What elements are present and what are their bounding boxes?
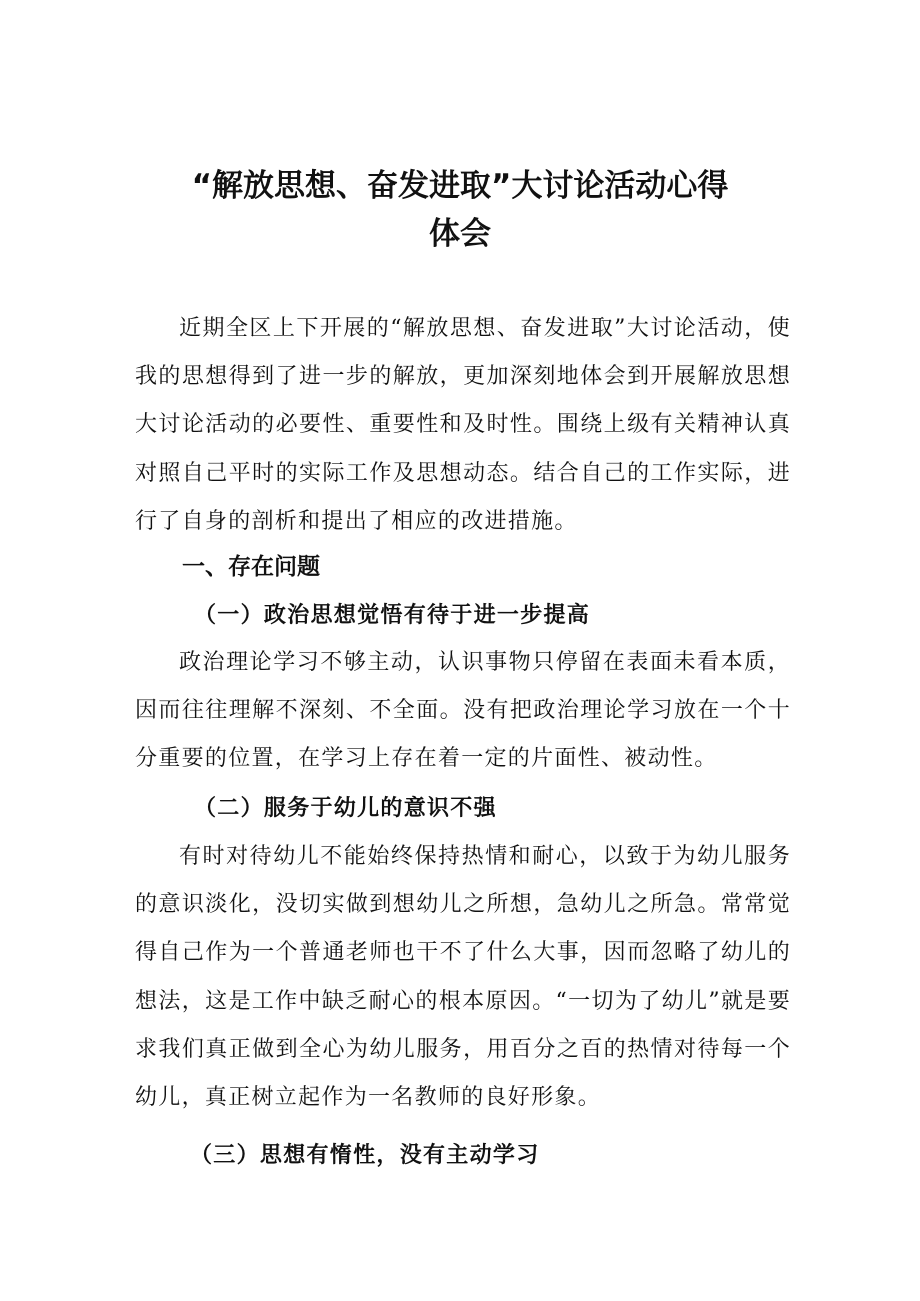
document-title-line-1: “解放思想、奋发进取”大讨论活动心得: [191, 168, 729, 204]
subsection-paragraph-1: 政治理论学习不够主动，认识事物只停留在表面未看本质，因而往往理解不深刻、不全面。没有把政治理论学习放在一个十分重要的位置，在学习上存在着一定的片面性、被动性。: [135, 650, 791, 772]
subsection-heading-3: （三）思想有惰性，没有主动学习: [190, 1142, 540, 1168]
subsection-paragraph-2: 有时对待幼儿不能始终保持热情和耐心，以致于为幼儿服务的意识淡化，没切实做到想幼儿之所想，急幼儿之所急。常常觉得自己作为一个普通老师也干不了什么大事，因而忽略了幼儿的想法，这是工作中缺乏耐心的根本原因。“一切为了幼儿”就是要求我们真正做到全心为幼儿服务，用百分之百的热情对待每一个幼儿，真正树立起作为一名教师的良好形象。: [135, 844, 791, 1111]
document-title-line-2: 体会: [429, 216, 491, 252]
intro-paragraph: 近期全区上下开展的“解放思想、奋发进取”大讨论活动，使我的思想得到了进一步的解放，更加深刻地体会到开展解放思想大讨论活动的必要性、重要性和及时性。围绕上级有关精神认真对照自己平时的实际工作及思想动态。结合自己的工作实际，进行了自身的剖析和提出了相应的改进措施。: [135, 316, 791, 534]
section-heading-problems: 一、存在问题: [182, 554, 320, 580]
subsection-heading-1: （一）政治思想觉悟有待于进一步提高: [194, 602, 591, 628]
subsection-heading-2: （二）服务于幼儿的意识不强: [194, 795, 497, 821]
